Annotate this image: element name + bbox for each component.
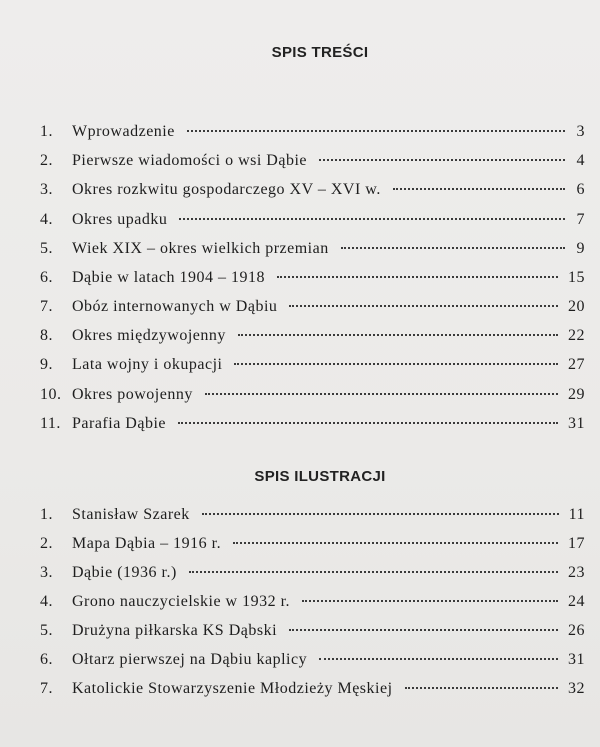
entry-page: 31 [568, 415, 585, 432]
entry-number: 5. [40, 240, 53, 257]
entry-page: 29 [568, 386, 585, 403]
dot-leader [405, 686, 558, 689]
entry-page: 6 [576, 181, 585, 198]
dot-leader [277, 275, 558, 278]
entry-page: 20 [568, 298, 585, 315]
toc-entry [40, 386, 585, 408]
entry-page: 15 [568, 269, 585, 286]
dot-leader [179, 217, 565, 220]
entry-page: 9 [576, 240, 585, 257]
dot-leader [238, 333, 558, 336]
entry-title: Wiek XIX – okres wielkich przemian [72, 240, 329, 257]
toc-entry [40, 181, 585, 203]
entry-title: Stanisław Szarek [72, 506, 190, 523]
illustration-entry [40, 680, 585, 702]
dot-leader [319, 158, 565, 161]
entry-title: Okres powojenny [72, 386, 193, 403]
toc-entry [40, 327, 585, 349]
dot-leader [234, 362, 558, 365]
entry-number: 1. [40, 123, 53, 140]
toc-entry [40, 240, 585, 262]
illustration-entry [40, 622, 585, 644]
dot-leader [302, 599, 558, 602]
dot-leader [319, 657, 558, 660]
dot-leader [289, 628, 558, 631]
entry-page: 32 [568, 680, 585, 697]
toc-entry [40, 211, 585, 233]
entry-page: 17 [568, 535, 585, 552]
entry-number: 6. [40, 269, 53, 286]
entry-title: Parafia Dąbie [72, 415, 167, 432]
entry-number: 8. [40, 327, 53, 344]
toc-entry [40, 123, 585, 145]
entry-number: 7. [40, 298, 53, 315]
entry-title: Drużyna piłkarska KS Dąbski [72, 622, 278, 639]
entry-title: Dąbie (1936 r.) [72, 564, 177, 581]
entry-number: 7. [40, 680, 53, 697]
entry-title: Okres rozkwitu gospodarczego XV – XVI w. [72, 181, 381, 198]
entry-number: 10. [40, 386, 62, 403]
entry-title: Obóz internowanych w Dąbiu [72, 298, 278, 315]
dot-leader [341, 246, 565, 249]
illustration-entry [40, 506, 585, 528]
entry-number: 2. [40, 535, 53, 552]
toc-entry [40, 356, 585, 378]
dot-leader [233, 541, 558, 544]
entry-number: 2. [40, 152, 53, 169]
entry-title: Grono nauczycielskie w 1932 r. [72, 593, 291, 610]
dot-leader [189, 570, 558, 573]
dot-leader [289, 304, 558, 307]
dot-leader [187, 129, 565, 132]
entry-title: Ołtarz pierwszej na Dąbiu kaplicy [72, 651, 308, 668]
entry-number: 3. [40, 181, 53, 198]
entry-page: 3 [576, 123, 585, 140]
toc-entry [40, 298, 585, 320]
entry-title: Lata wojny i okupacji [72, 356, 223, 373]
entry-number: 1. [40, 506, 53, 523]
entry-page: 27 [568, 356, 585, 373]
entry-page: 22 [568, 327, 585, 344]
entry-title: Okres międzywojenny [72, 327, 226, 344]
entry-number: 6. [40, 651, 53, 668]
illustration-entry [40, 593, 585, 615]
entry-page: 24 [568, 593, 585, 610]
illustration-entry [40, 535, 585, 557]
entry-page: 26 [568, 622, 585, 639]
entry-page: 4 [576, 152, 585, 169]
entry-page: 31 [568, 651, 585, 668]
entry-number: 11. [40, 415, 61, 432]
illustrations-heading: SPIS ILUSTRACJI [254, 468, 386, 485]
toc-entry [40, 415, 585, 437]
toc-heading: SPIS TREŚCI [271, 44, 369, 61]
toc-entry [40, 269, 585, 291]
entry-number: 5. [40, 622, 53, 639]
dot-leader [393, 187, 565, 190]
entry-page: 7 [576, 211, 585, 228]
entry-page: 23 [568, 564, 585, 581]
entry-number: 9. [40, 356, 53, 373]
entry-title: Pierwsze wiadomości o wsi Dąbie [72, 152, 308, 169]
illustration-entry [40, 651, 585, 673]
dot-leader [178, 421, 558, 424]
illustration-entry [40, 564, 585, 586]
toc-entry [40, 152, 585, 174]
entry-number: 4. [40, 211, 53, 228]
dot-leader [202, 512, 559, 515]
entry-number: 4. [40, 593, 53, 610]
dot-leader [205, 392, 558, 395]
entry-title: Katolickie Stowarzyszenie Młodzieży Męskiej [72, 680, 393, 697]
entry-title: Mapa Dąbia – 1916 r. [72, 535, 222, 552]
entry-title: Dąbie w latach 1904 – 1918 [72, 269, 265, 286]
entry-title: Okres upadku [72, 211, 168, 228]
entry-title: Wprowadzenie [72, 123, 175, 140]
entry-number: 3. [40, 564, 53, 581]
entry-page: 11 [568, 506, 585, 523]
